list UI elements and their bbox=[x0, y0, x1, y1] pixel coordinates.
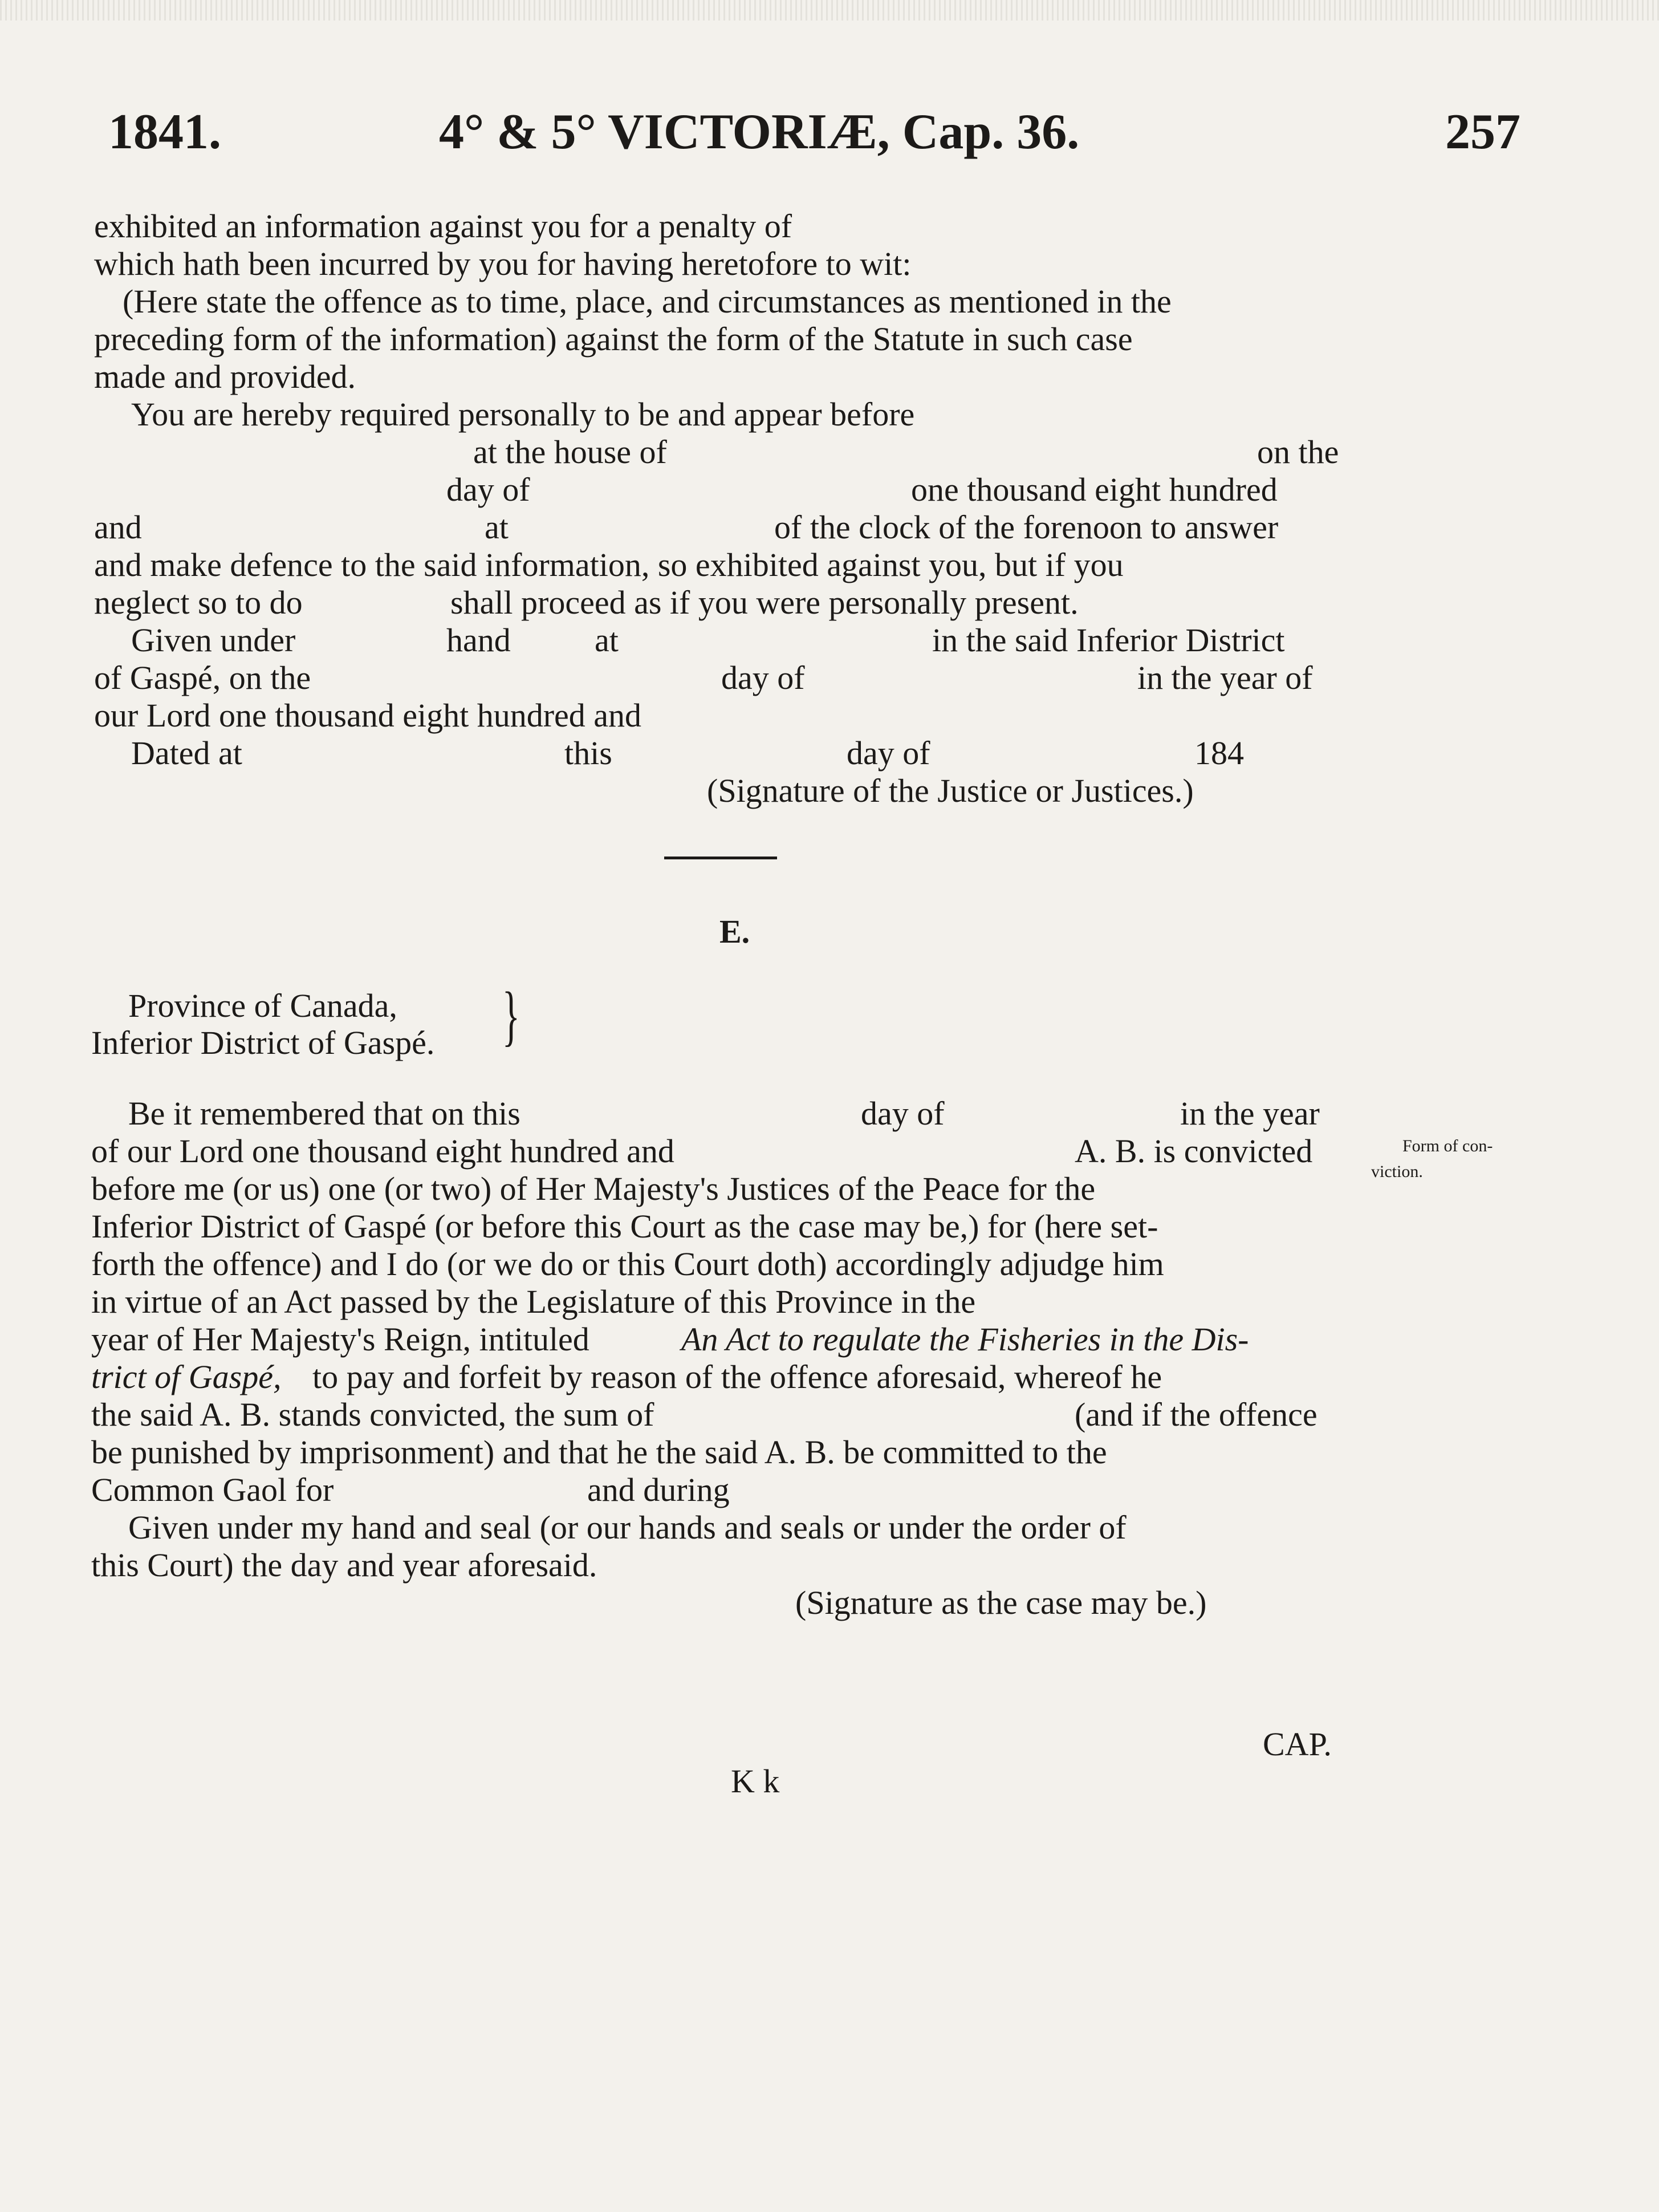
form-e-line: Given under my hand and seal (or our hands and seals or under the order of bbox=[128, 1509, 1127, 1546]
form-d-line: and make defence to the said information, so exhibited against you, but if you bbox=[94, 546, 1124, 583]
form-d-line: neglect so to do bbox=[94, 584, 303, 621]
form-d-line: 184 bbox=[1194, 734, 1244, 772]
header-year: 1841. bbox=[108, 104, 221, 160]
signature-mark: K k bbox=[731, 1763, 780, 1800]
form-d-line: day of bbox=[721, 659, 805, 696]
catchword: CAP. bbox=[1263, 1726, 1332, 1763]
form-e-line: to pay and forfeit by reason of the offence aforesaid, whereof he bbox=[312, 1358, 1162, 1395]
form-d-line: Given under bbox=[131, 622, 296, 659]
form-d-line: our Lord one thousand eight hundred and bbox=[94, 697, 642, 734]
form-e-line: Be it remembered that on this bbox=[128, 1095, 521, 1132]
district-line: Inferior District of Gaspé. bbox=[91, 1024, 435, 1061]
form-d-line: at bbox=[595, 622, 619, 659]
form-e-line: forth the offence) and I do (or we do or this Court doth) accordingly adjudge him bbox=[91, 1245, 1164, 1282]
form-d-line: You are hereby required personally to be and appear before bbox=[131, 396, 915, 433]
form-d-line: at bbox=[485, 509, 509, 546]
page-number: 257 bbox=[1445, 104, 1520, 160]
form-e-line: of our Lord one thousand eight hundred and bbox=[91, 1133, 674, 1170]
form-d-line: day of bbox=[847, 734, 930, 772]
form-e-line: Inferior District of Gaspé (or before this Court as the case may be,) for (here set- bbox=[91, 1208, 1158, 1245]
form-e-line: day of bbox=[861, 1095, 945, 1132]
form-d-line: exhibited an information against you for a penalty of bbox=[94, 208, 792, 245]
form-d-line: (Here state the offence as to time, place, and circumstances as mentioned in the bbox=[123, 283, 1172, 320]
form-e-line: this Court) the day and year aforesaid. bbox=[91, 1547, 597, 1584]
form-d-line: this bbox=[564, 734, 612, 772]
form-d-line: Dated at bbox=[131, 734, 242, 772]
form-e-line: be punished by imprisonment) and that he the said A. B. be committed to the bbox=[91, 1434, 1107, 1471]
form-d-line: at the house of bbox=[473, 433, 667, 470]
form-d-line: day of bbox=[446, 471, 530, 508]
form-d-line: shall proceed as if you were personally present. bbox=[450, 584, 1079, 621]
form-d-line: one thousand eight hundred bbox=[911, 471, 1278, 508]
form-e-line: (and if the offence bbox=[1075, 1396, 1318, 1433]
form-e-line: the said A. B. stands convicted, the sum of bbox=[91, 1396, 654, 1433]
form-e-heading: E. bbox=[719, 913, 750, 950]
form-d-line: in the year of bbox=[1137, 659, 1313, 696]
form-e-line: before me (or us) one (or two) of Her Majesty's Justices of the Peace for the bbox=[91, 1170, 1096, 1207]
form-d-line: of Gaspé, on the bbox=[94, 659, 311, 696]
brace-mark: } bbox=[502, 978, 520, 1053]
scan-edge-noise bbox=[0, 0, 1659, 21]
header-title: 4° & 5° VICTORIÆ, Cap. 36. bbox=[439, 104, 1080, 160]
form-d-line: in the said Inferior District bbox=[932, 622, 1285, 659]
margin-note-line: Form of con- bbox=[1402, 1137, 1493, 1155]
form-d-line: on the bbox=[1257, 433, 1339, 470]
act-title-italic: An Act to regulate the Fisheries in the Dis- bbox=[681, 1321, 1249, 1358]
form-e-line: Common Gaol for bbox=[91, 1471, 334, 1508]
form-e-line: and during bbox=[587, 1471, 730, 1508]
form-e-line: year of Her Majesty's Reign, intituled bbox=[91, 1321, 589, 1358]
form-d-line: which hath been incurred by you for having heretofore to wit: bbox=[94, 245, 912, 282]
form-d-line: preceding form of the information) against the form of the Statute in such case bbox=[94, 320, 1133, 358]
form-e-line: in virtue of an Act passed by the Legislature of this Province in the bbox=[91, 1283, 976, 1320]
form-d-line: of the clock of the forenoon to answer bbox=[774, 509, 1279, 546]
form-e-line: A. B. is convicted bbox=[1075, 1133, 1313, 1170]
province-line: Province of Canada, bbox=[128, 987, 397, 1024]
section-divider bbox=[664, 857, 777, 859]
form-d-line: hand bbox=[446, 622, 511, 659]
form-e-signature: (Signature as the case may be.) bbox=[795, 1584, 1207, 1621]
act-title-italic: trict of Gaspé, bbox=[91, 1358, 282, 1395]
form-d-signature: (Signature of the Justice or Justices.) bbox=[707, 772, 1194, 809]
margin-note-line: viction. bbox=[1371, 1162, 1423, 1181]
form-d-line: and bbox=[94, 509, 142, 546]
form-d-line: made and provided. bbox=[94, 358, 356, 395]
form-e-line: in the year bbox=[1180, 1095, 1320, 1132]
